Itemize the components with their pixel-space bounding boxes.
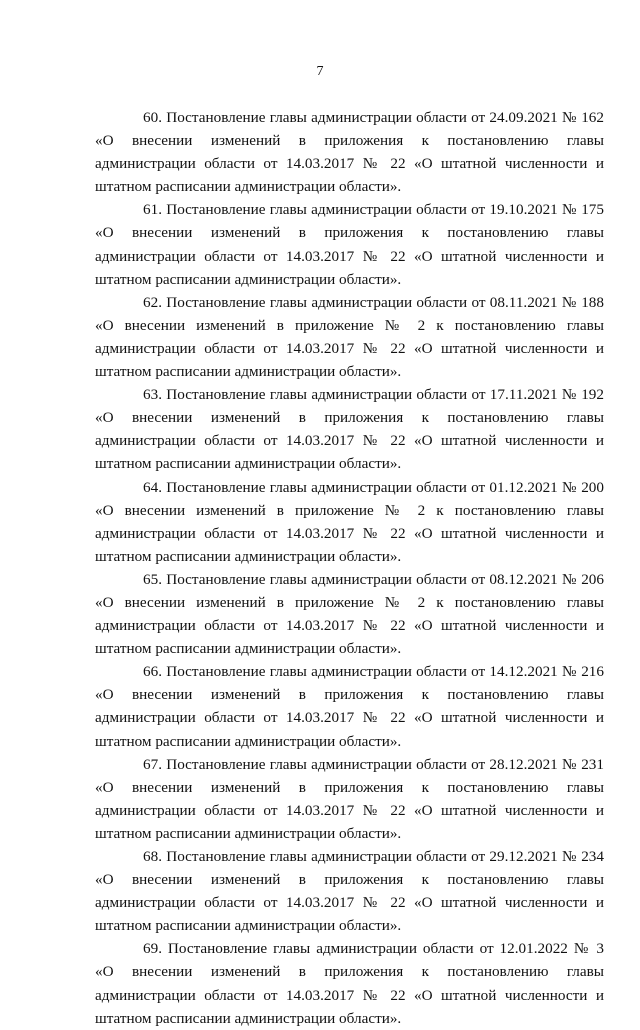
list-item: 60. Постановление главы администрации области от 24.09.2021 № 162 «О внесении изменений в приложения к постановлению главы администрации области от 14.03.2017 № 22 «О штатной численности и штатном расписании администрации области». [95, 109, 604, 196]
list-item: 64. Постановление главы администрации области от 01.12.2021 № 200 «О внесении изменений в приложение № 2 к постановлению главы администрации области от 14.03.2017 № 22 «О штатной численности и штатном расписании администрации области». [95, 478, 604, 565]
list-item: 65. Постановление главы администрации области от 08.12.2021 № 206 «О внесении изменений в приложение № 2 к постановлению главы администрации области от 14.03.2017 № 22 «О штатной численности и штатном расписании администрации области». [95, 570, 604, 658]
list-item: 63. Постановление главы администрации области от 17.11.2021 № 192 «О внесении изменений в приложения к постановлению главы администрации области от 14.03.2017 № 22 «О штатной численности и штатном расписании администрации области». [95, 386, 604, 473]
list-item: 68. Постановление главы администрации области от 29.12.2021 № 234 «О внесении изменений в приложения к постановлению главы администрации области от 14.03.2017 № 22 «О штатной численности и штатном расписании администрации области». [95, 848, 604, 935]
page-number: 7 [316, 64, 324, 79]
list-item: 62. Постановление главы администрации области от 08.11.2021 № 188 «О внесении изменений в приложение № 2 к постановлению главы администрации области от 14.03.2017 № 22 «О штатной численности и штатном расписании администрации области». [95, 293, 604, 381]
list-item: 66. Постановление главы администрации области от 14.12.2021 № 216 «О внесении изменений в приложения к постановлению главы администрации области от 14.03.2017 № 22 «О штатной численности и штатном расписании администрации области». [95, 663, 604, 750]
list-item: 61. Постановление главы администрации области от 19.10.2021 № 175 «О внесении изменений в приложения к постановлению главы администрации области от 14.03.2017 № 22 «О штатной численности и штатном расписании администрации области». [95, 201, 604, 288]
list-item: 67. Постановление главы администрации области от 28.12.2021 № 231 «О внесении изменений в приложения к постановлению главы администрации области от 14.03.2017 № 22 «О штатной численности и штатном расписании администрации области». [95, 755, 604, 842]
list-item: 69. Постановление главы администрации области от 12.01.2022 № 3 «О внесении изменений в приложения к постановлению главы администрации области от 14.03.2017 № 22 «О штатной численности и штатном расписании администрации области». [95, 940, 604, 1027]
document-body [95, 106, 604, 1030]
